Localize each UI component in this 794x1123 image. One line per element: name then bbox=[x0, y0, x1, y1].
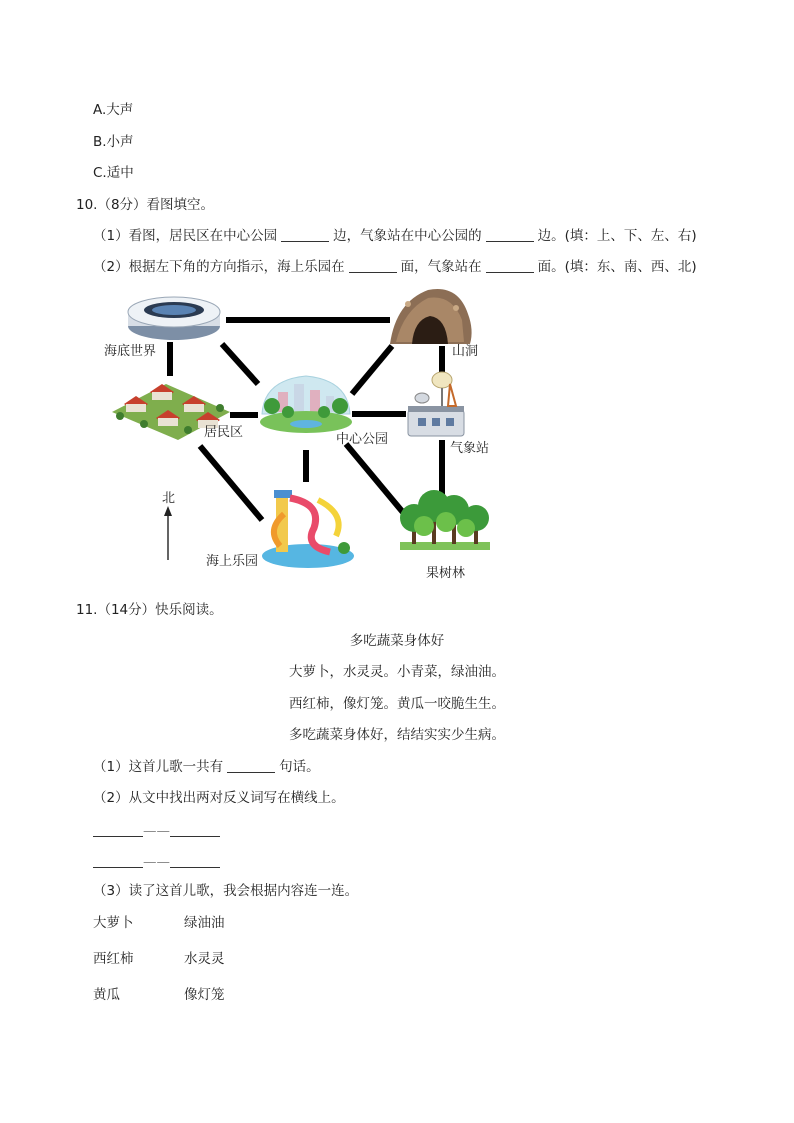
option-b: B.小声 bbox=[93, 134, 134, 150]
q11-sub1-a: （1）这首儿歌一共有 bbox=[93, 759, 224, 775]
answer-blank[interactable] bbox=[170, 853, 220, 868]
pair-dash: —— bbox=[143, 823, 170, 839]
road-park-orchard bbox=[346, 444, 406, 516]
q10-sub2-a: （2）根据左下角的方向指示，海上乐园在 bbox=[93, 259, 345, 275]
map-diagram bbox=[96, 284, 516, 586]
label-sea-park: 海上乐园 bbox=[206, 554, 259, 569]
north-label: 北 bbox=[162, 491, 176, 506]
answer-blank[interactable] bbox=[281, 227, 329, 242]
match-left-item[interactable]: 大萝卜 bbox=[93, 915, 134, 931]
poem-line: 大萝卜，水灵灵。小青菜，绿油油。 bbox=[289, 664, 505, 680]
q10-sub1-b: 边，气象站在中心公园的 bbox=[333, 228, 482, 244]
poem-line: 西红柿，像灯笼。黄瓜一咬脆生生。 bbox=[289, 696, 505, 712]
north-arrow bbox=[162, 491, 175, 560]
match-right-item[interactable]: 绿油油 bbox=[184, 915, 225, 931]
label-orchard: 果树林 bbox=[426, 566, 466, 581]
answer-blank[interactable] bbox=[93, 822, 143, 837]
road-ocean-park bbox=[222, 344, 258, 384]
q11-sub3: （3）读了这首儿歌，我会根据内容连一连。 bbox=[93, 883, 359, 899]
poem-title: 多吃蔬菜身体好 bbox=[349, 633, 445, 649]
cave-icon bbox=[390, 289, 472, 344]
answer-blank[interactable] bbox=[486, 227, 534, 242]
q11-sub1 bbox=[93, 758, 320, 776]
answer-blank[interactable] bbox=[170, 822, 220, 837]
q11-sub2: （2）从文中找出两对反义词写在横线上。 bbox=[93, 790, 345, 806]
label-residential: 居民区 bbox=[204, 425, 244, 440]
park-icon bbox=[260, 376, 352, 433]
water-slide-icon bbox=[262, 490, 354, 568]
label-weather-station: 气象站 bbox=[450, 441, 490, 456]
label-central-park: 中心公园 bbox=[336, 432, 389, 447]
q10-sub1 bbox=[93, 227, 697, 245]
stadium-icon bbox=[128, 297, 220, 340]
option-c: C.适中 bbox=[93, 165, 134, 181]
antonym-pair-2 bbox=[93, 853, 220, 871]
road-residential-seapark bbox=[200, 446, 262, 520]
answer-blank[interactable] bbox=[93, 853, 143, 868]
q11-sub1-b: 句话。 bbox=[279, 759, 320, 775]
match-left-item[interactable]: 黄瓜 bbox=[93, 987, 120, 1003]
weather-station-icon bbox=[408, 372, 464, 436]
match-right-item[interactable]: 像灯笼 bbox=[184, 987, 225, 1003]
answer-blank[interactable] bbox=[227, 758, 275, 773]
orchard-icon bbox=[400, 490, 490, 550]
antonym-pair-1 bbox=[93, 822, 220, 840]
q10-header: 10.（8分）看图填空。 bbox=[76, 197, 215, 213]
label-cave: 山洞 bbox=[452, 344, 479, 359]
q10-sub2-b: 面，气象站在 bbox=[400, 259, 482, 275]
q10-sub2-c: 面。(填：东、南、西、北) bbox=[537, 259, 697, 275]
road-cave-park bbox=[352, 346, 392, 394]
q11-header: 11.（14分）快乐阅读。 bbox=[76, 602, 223, 618]
q10-sub2 bbox=[93, 258, 697, 276]
option-a: A.大声 bbox=[93, 102, 134, 118]
answer-blank[interactable] bbox=[349, 258, 397, 273]
answer-blank[interactable] bbox=[486, 258, 534, 273]
label-ocean-world: 海底世界 bbox=[104, 344, 157, 359]
q10-sub1-c: 边。(填：上、下、左、右) bbox=[537, 228, 697, 244]
pair-dash: —— bbox=[143, 854, 170, 870]
match-left-item[interactable]: 西红柿 bbox=[93, 951, 134, 967]
q10-sub1-a: （1）看图，居民区在中心公园 bbox=[93, 228, 278, 244]
match-right-item[interactable]: 水灵灵 bbox=[184, 951, 225, 967]
poem-line: 多吃蔬菜身体好，结结实实少生病。 bbox=[289, 727, 505, 743]
